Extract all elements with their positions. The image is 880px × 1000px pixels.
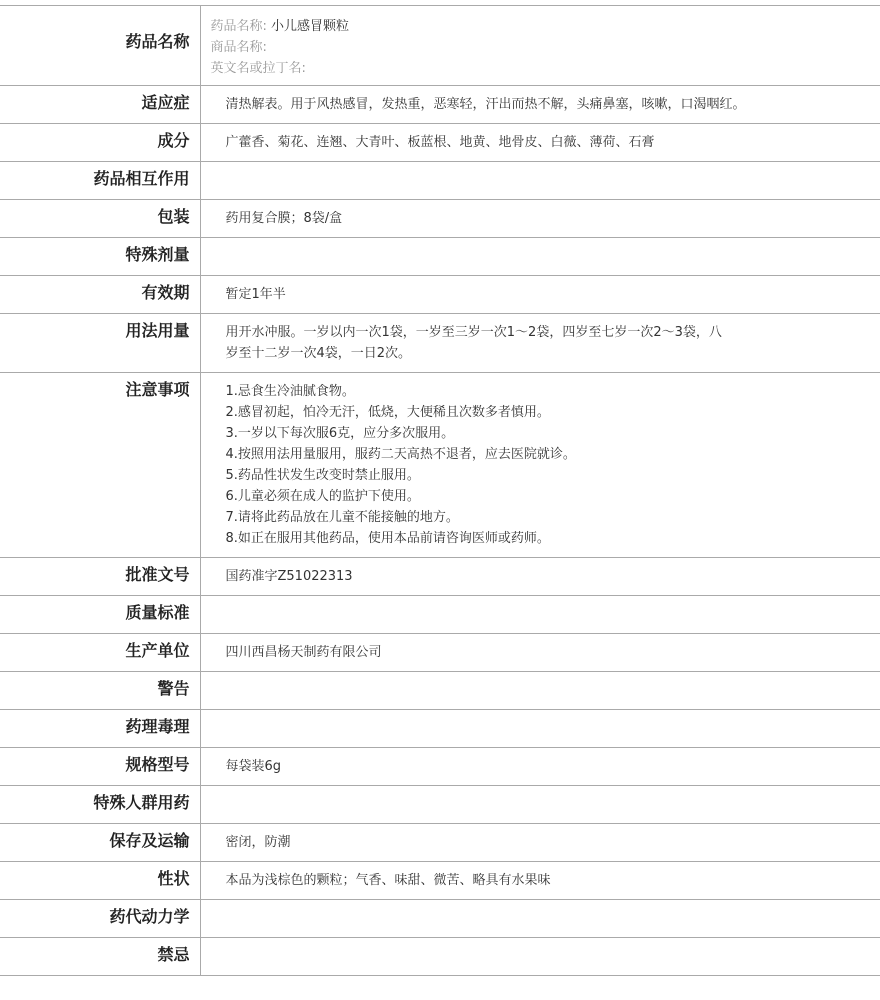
- row-value-line: 1.忌食生冷油腻食物。: [225, 384, 355, 399]
- row-label: 警告: [0, 672, 200, 710]
- row-value-line: 3.一岁以下每次服6克，应分多次服用。: [225, 426, 455, 441]
- row-value: [200, 276, 880, 314]
- table-row: [0, 276, 880, 314]
- row-value-line: 5.药品性状发生改变时禁止服用。: [225, 468, 420, 483]
- row-label: 保存及运输: [0, 824, 200, 862]
- row-value: [200, 596, 880, 634]
- drug-info-table-body: [0, 6, 880, 976]
- row-label: 特殊人群用药: [0, 786, 200, 824]
- row-label: 规格型号: [0, 748, 200, 786]
- row-value: [200, 672, 880, 710]
- row-value-line: 国药准字Z51022313: [225, 569, 353, 584]
- table-row: [0, 710, 880, 748]
- row-value-line: 本品为浅棕色的颗粒；气香、味甜、微苦、略具有水果味: [225, 873, 551, 888]
- row-label: 药品名称: [0, 6, 200, 86]
- row-value: [200, 6, 880, 86]
- row-value-line: 8.如正在服用其他药品，使用本品前请咨询医师或药师。: [225, 531, 550, 546]
- row-value-line: 每袋装6g: [225, 759, 282, 774]
- table-row: [0, 238, 880, 276]
- row-label: 用法用量: [0, 314, 200, 373]
- row-label: 性状: [0, 862, 200, 900]
- table-row: [0, 596, 880, 634]
- row-label: 成分: [0, 124, 200, 162]
- row-value: [200, 748, 880, 786]
- row-value-line: 暂定1年半: [225, 287, 286, 302]
- row-value-line: 广藿香、菊花、连翘、大青叶、板蓝根、地黄、地骨皮、白薇、薄荷、石膏: [225, 135, 655, 150]
- row-value-line: 4.按照用法用量服用，服药二天高热不退者，应去医院就诊。: [225, 447, 576, 462]
- table-row: [0, 672, 880, 710]
- row-label: 特殊剂量: [0, 238, 200, 276]
- row-label: 质量标准: [0, 596, 200, 634]
- row-value-line: 岁至十二岁一次4袋，一日2次。: [225, 346, 412, 361]
- row-value-line: 密闭，防潮: [225, 835, 291, 850]
- trade-name-label: 商品名称:: [210, 40, 267, 55]
- drug-name-label: 药品名称:: [210, 19, 267, 34]
- row-value: [200, 558, 880, 596]
- row-label: 批准文号: [0, 558, 200, 596]
- table-row: [0, 162, 880, 200]
- row-value: [200, 200, 880, 238]
- row-value: [200, 900, 880, 938]
- row-label: 药理毒理: [0, 710, 200, 748]
- row-value-line: 用开水冲服。一岁以内一次1袋，一岁至三岁一次1～2袋，四岁至七岁一次2～3袋，八: [225, 325, 722, 340]
- row-value: [200, 634, 880, 672]
- row-label: 禁忌: [0, 938, 200, 976]
- row-value: [200, 373, 880, 558]
- row-value: [200, 938, 880, 976]
- row-label: 药品相互作用: [0, 162, 200, 200]
- row-label: 有效期: [0, 276, 200, 314]
- row-label: 药代动力学: [0, 900, 200, 938]
- table-row: [0, 862, 880, 900]
- table-row: [0, 314, 880, 373]
- table-row: [0, 786, 880, 824]
- row-value-line: 四川西昌杨天制药有限公司: [225, 645, 382, 660]
- drug-name-line: [211, 16, 871, 37]
- drug-name-value: 小儿感冒颗粒: [271, 19, 350, 34]
- row-drug-name: [0, 6, 880, 86]
- table-row: [0, 124, 880, 162]
- row-value: [200, 162, 880, 200]
- row-value: [200, 314, 880, 373]
- table-row: [0, 200, 880, 238]
- row-label: 适应症: [0, 86, 200, 124]
- row-value-line: 药用复合膜；8袋/盒: [225, 211, 343, 226]
- row-value: [200, 786, 880, 824]
- row-label: 包装: [0, 200, 200, 238]
- row-value-line: 6.儿童必须在成人的监护下使用。: [225, 489, 420, 504]
- table-row: [0, 558, 880, 596]
- row-value: [200, 710, 880, 748]
- row-label: 注意事项: [0, 373, 200, 558]
- table-row: [0, 900, 880, 938]
- table-row: [0, 824, 880, 862]
- row-value-line: 7.请将此药品放在儿童不能接触的地方。: [225, 510, 459, 525]
- drug-info-table: [0, 5, 880, 976]
- table-row: [0, 86, 880, 124]
- table-row: [0, 748, 880, 786]
- row-value-line: 2.感冒初起，怕冷无汗，低烧，大便稀且次数多者慎用。: [225, 405, 550, 420]
- table-row: [0, 373, 880, 558]
- row-value: [200, 824, 880, 862]
- row-value: [200, 86, 880, 124]
- english-name-line: [211, 58, 871, 79]
- table-row: [0, 938, 880, 976]
- row-value: [200, 862, 880, 900]
- table-row: [0, 634, 880, 672]
- trade-name-line: [211, 37, 871, 58]
- row-value-line: 清热解表。用于风热感冒，发热重，恶寒轻，汗出而热不解，头痛鼻塞，咳嗽，口渴咽红。: [225, 97, 746, 112]
- english-name-label: 英文名或拉丁名:: [210, 61, 306, 76]
- row-value: [200, 238, 880, 276]
- row-label: 生产单位: [0, 634, 200, 672]
- row-value: [200, 124, 880, 162]
